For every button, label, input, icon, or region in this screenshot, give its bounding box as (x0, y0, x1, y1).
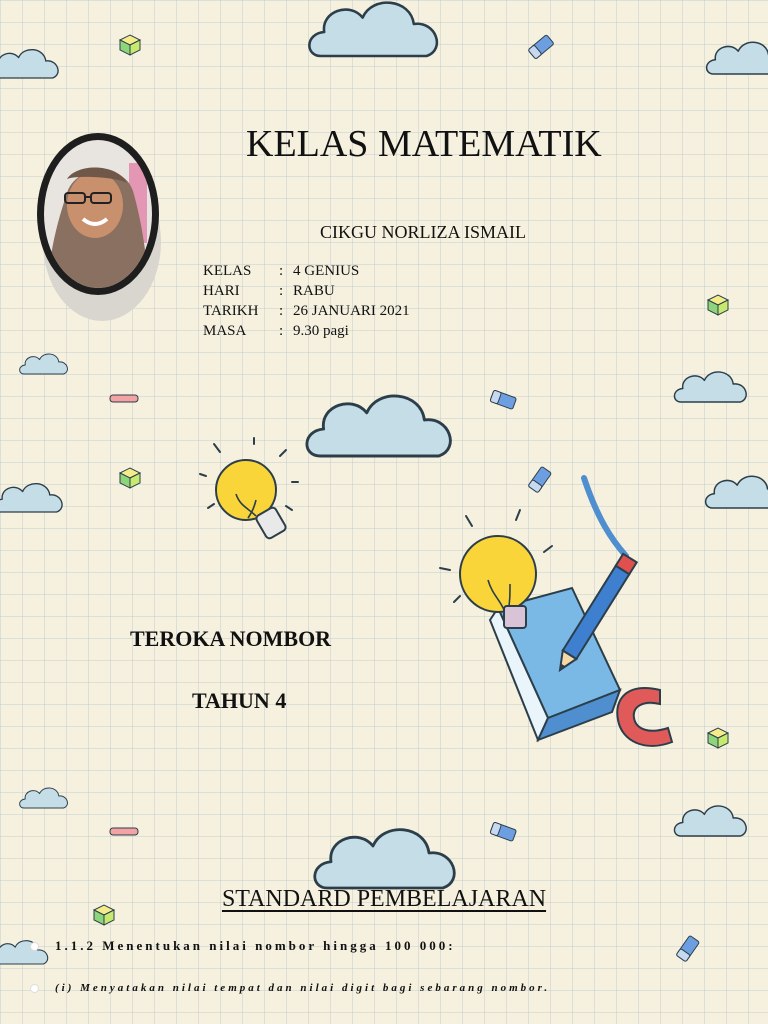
standard-item (30, 982, 550, 994)
lightbulb-icon (200, 438, 298, 540)
eraser-icon (490, 822, 517, 841)
cloud-icon (674, 806, 746, 836)
info-value: 9.30 pagi (293, 323, 349, 339)
info-row-kelas (203, 261, 410, 281)
info-value: 4 GENIUS (293, 263, 360, 279)
info-key: KELAS (203, 263, 252, 279)
teacher-avatar (37, 133, 159, 295)
cube-icon (708, 728, 728, 748)
eraser-icon (528, 466, 552, 493)
bullet-icon (30, 942, 39, 951)
cloud-icon (309, 3, 437, 56)
class-info (203, 261, 410, 341)
swoosh-decoration (584, 478, 626, 556)
eraser-icon (490, 390, 517, 409)
info-key: HARI (203, 283, 240, 299)
cloud-icon (0, 484, 62, 512)
cloud-icon (315, 830, 454, 888)
eraser-icon (110, 828, 138, 835)
standard-heading-text: STANDARD PEMBELAJARAN (221, 886, 547, 912)
magnet-icon (617, 688, 672, 746)
bullet-icon (30, 984, 39, 993)
cube-icon (120, 35, 140, 55)
info-value: RABU (293, 283, 335, 299)
topic-year: TAHUN 4 (192, 688, 287, 713)
standard-item-text: 1.1.2 Menentukan nilai nombor hingga 100 000: (55, 938, 456, 953)
cloud-icon (307, 396, 450, 456)
teacher-photo (37, 133, 159, 295)
info-row-masa (203, 321, 410, 341)
eraser-icon (528, 35, 554, 60)
cloud-icon (20, 354, 68, 374)
eraser-icon (676, 935, 700, 962)
topic-title: TEROKA NOMBOR (130, 626, 332, 651)
info-value: 26 JANUARI 2021 (293, 303, 410, 319)
info-separator: : (279, 263, 284, 279)
info-key: MASA (203, 323, 247, 339)
page-title: KELAS MATEMATIK (246, 123, 602, 165)
cube-icon (708, 295, 728, 315)
info-separator: : (279, 283, 284, 299)
cube-icon (120, 468, 140, 488)
info-separator: : (279, 303, 284, 319)
info-row-tarikh (203, 301, 410, 321)
cloud-icon (20, 788, 68, 808)
info-key: TARIKH (203, 303, 259, 319)
standard-item-text: (i) Menyatakan nilai tempat dan nilai digit bagi sebarang nombor. (55, 982, 551, 994)
cloud-icon (674, 372, 746, 402)
cloud-icon (706, 476, 768, 508)
info-separator: : (279, 323, 284, 339)
cloud-icon (707, 42, 768, 74)
cloud-icon (0, 50, 58, 78)
standard-heading (0, 886, 768, 913)
eraser-icon (110, 395, 138, 402)
teacher-name: CIKGU NORLIZA ISMAIL (320, 222, 526, 242)
info-row-hari (203, 281, 410, 301)
standard-item (30, 938, 456, 954)
